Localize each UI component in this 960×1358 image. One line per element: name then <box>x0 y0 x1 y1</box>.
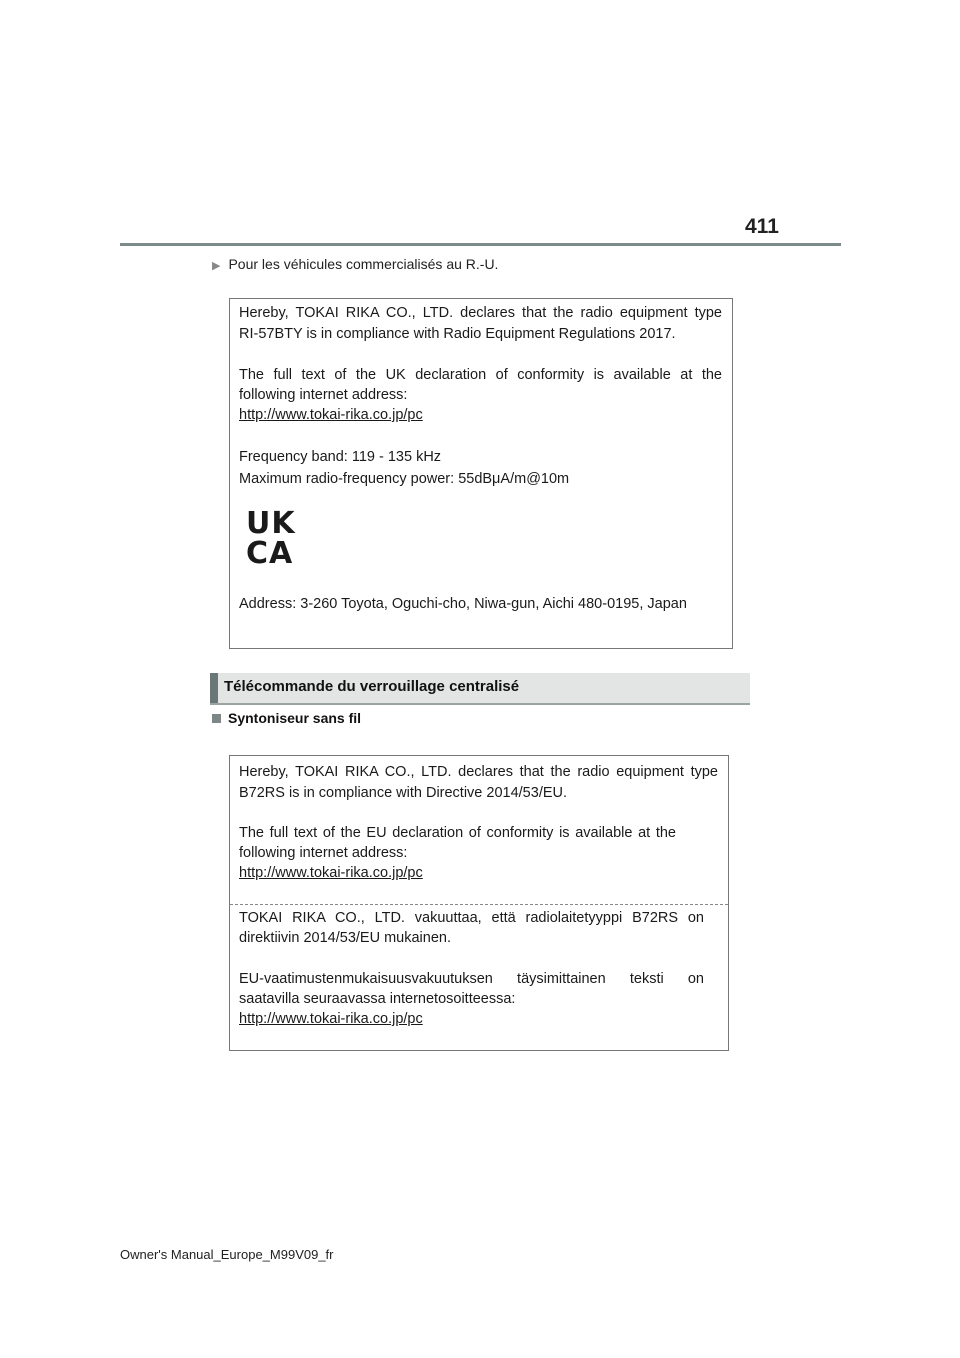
eu-line4: following internet address: <box>239 845 408 861</box>
eu-declaration-box <box>229 755 729 1051</box>
ukca-logo-line1: UK <box>246 506 296 541</box>
uk-frequency: Frequency band: 119 - 135 kHz <box>239 449 442 465</box>
uk-address: Address: 3-260 Toyota, Oguchi-cho, Niwa-gun, Aichi 480-0195, Japan <box>239 596 687 612</box>
triangle-bullet-icon: ▶ <box>212 260 221 272</box>
uk-line3: The full text of the UK declaration of conformity is available at the <box>239 367 722 383</box>
square-bullet-icon <box>212 714 221 723</box>
intro-text: Pour les véhicules commercialisés au R.-U. <box>228 256 499 272</box>
eu-line1: Hereby, TOKAI RIKA CO., LTD. declares that the radio equipment type <box>239 764 718 780</box>
uk-power: Maximum radio-frequency power: 55dBμA/m@10m <box>239 471 570 487</box>
fi-url-link[interactable]: http://www.tokai-rika.co.jp/pc <box>239 1011 423 1027</box>
uk-line2: RI-57BTY is in compliance with Radio Equipment Regulations 2017. <box>239 326 676 342</box>
eu-line2: B72RS is in compliance with Directive 2014/53/EU. <box>239 785 568 801</box>
page-number: 411 <box>745 215 779 238</box>
uk-line4: following internet address: <box>239 387 408 403</box>
subheading <box>212 710 361 726</box>
intro-bullet <box>212 256 498 272</box>
fi-line1: TOKAI RIKA CO., LTD. vakuuttaa, että radiolaitetyyppi B72RS on <box>239 910 704 926</box>
fi-line3: EU-vaatimustenmukaisuusvakuutuksen täysimittainen teksti on <box>239 971 704 987</box>
uk-line1: Hereby, TOKAI RIKA CO., LTD. declares that the radio equipment type <box>239 305 722 321</box>
section-stripe <box>210 673 218 703</box>
fi-line4: saatavilla seuraavassa internetosoitteessa: <box>239 991 516 1007</box>
section-heading <box>210 673 750 705</box>
header-rule <box>120 243 841 246</box>
fi-line2: direktiivin 2014/53/EU mukainen. <box>239 930 451 946</box>
uk-declaration-box <box>229 298 733 649</box>
eu-line3: The full text of the EU declaration of conformity is available at the <box>239 825 676 841</box>
uk-url-link[interactable]: http://www.tokai-rika.co.jp/pc <box>239 407 423 423</box>
footer-text: Owner's Manual_Europe_M99V09_fr <box>120 1247 334 1262</box>
eu-url-link[interactable]: http://www.tokai-rika.co.jp/pc <box>239 865 423 881</box>
subheading-text: Syntoniseur sans fil <box>228 710 362 726</box>
language-divider <box>230 904 728 905</box>
ukca-logo <box>246 506 296 571</box>
ukca-logo-line2: CA <box>246 536 294 571</box>
section-title: Télécommande du verrouillage centralisé <box>224 678 520 695</box>
